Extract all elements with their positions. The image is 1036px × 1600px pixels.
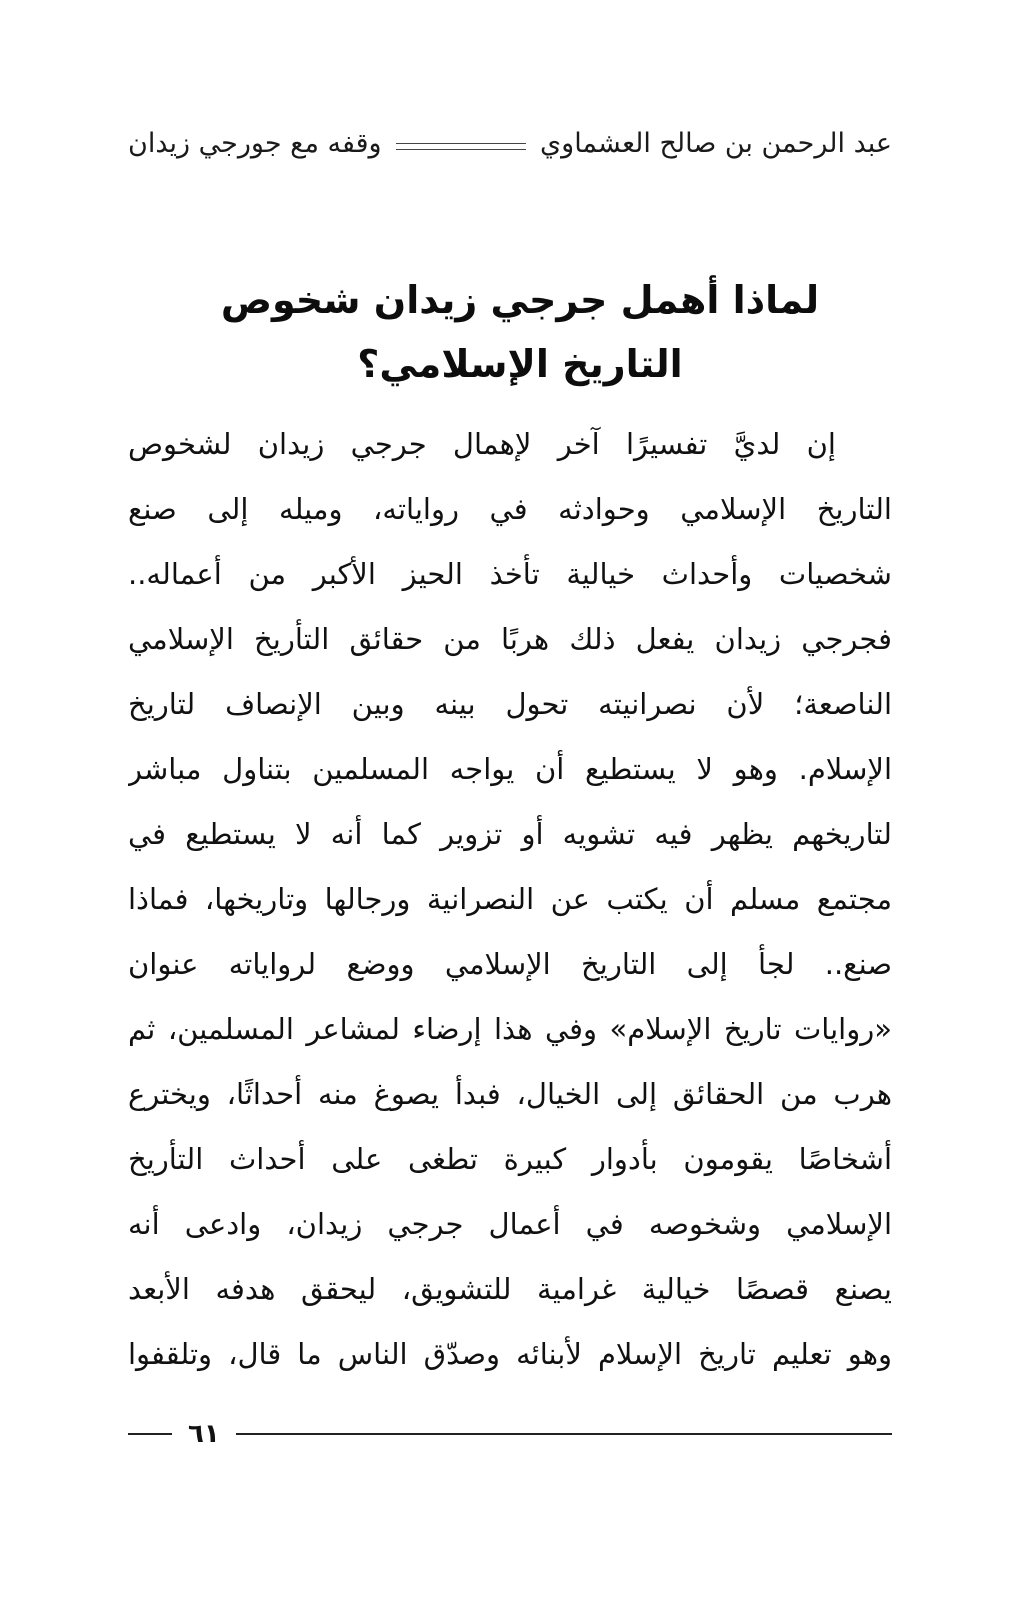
header-book-title: وقفه مع جورجي زيدان [128, 127, 382, 159]
header-author: عبد الرحمن بن صالح العشماوي [540, 127, 892, 159]
chapter-title-line-2: التاريخ الإسلامي؟ [357, 342, 683, 386]
body-line: الإسلام. وهو لا يستطيع أن يواجه المسلمين بتناول مباشر [128, 752, 892, 786]
body-line: لتاريخهم يظهر فيه تشويه أو تزوير كما أنه لا يستطيع في [128, 817, 892, 851]
page-number: ٦١ [188, 1419, 220, 1449]
body-line: شخصيات وأحداث خيالية تأخذ الحيز الأكبر من أعماله.. [128, 557, 892, 591]
chapter-title-line-1: لماذا أهمل جرجي زيدان شخوص [220, 278, 820, 322]
footer-rule-long [236, 1433, 892, 1435]
body-line: هرب من الحقائق إلى الخيال، فبدأ يصوغ منه أحداثًا، ويخترع [128, 1077, 892, 1111]
body-line: فجرجي زيدان يفعل ذلك هربًا من حقائق التأريخ الإسلامي [128, 622, 892, 656]
body-line: صنع.. لجأ إلى التاريخ الإسلامي ووضع لرواياته عنوان [128, 947, 892, 981]
chapter-heading [170, 268, 870, 396]
running-header [128, 118, 892, 168]
header-double-rule [396, 143, 526, 150]
body-line: التاريخ الإسلامي وحوادثه في رواياته، وميله إلى صنع [128, 492, 892, 526]
body-line: إن لديَّ تفسيرًا آخر لإهمال جرجي زيدان لشخوص [128, 427, 836, 461]
body-line: وهو تعليم تاريخ الإسلام لأبنائه وصدّق الناس ما قال، وتلقفوا [128, 1337, 892, 1371]
body-line: الإسلامي وشخوصه في أعمال جرجي زيدان، وادعى أنه [128, 1207, 892, 1241]
page-footer [128, 1414, 892, 1454]
body-line: مجتمع مسلم أن يكتب عن النصرانية ورجالها وتاريخها، فماذا [128, 882, 892, 916]
body-line: أشخاصًا يقومون بأدوار كبيرة تطغى على أحداث التأريخ [128, 1142, 892, 1176]
body-line: «روايات تاريخ الإسلام» وفي هذا إرضاء لمشاعر المسلمين، ثم [128, 1012, 892, 1046]
body-line: الناصعة؛ لأن نصرانيته تحول بينه وبين الإنصاف لتاريخ [128, 687, 892, 721]
footer-rule-short [128, 1433, 172, 1435]
body-line: يصنع قصصًا خيالية غرامية للتشويق، ليحقق هدفه الأبعد [128, 1272, 892, 1306]
body-paragraph [128, 412, 892, 1387]
